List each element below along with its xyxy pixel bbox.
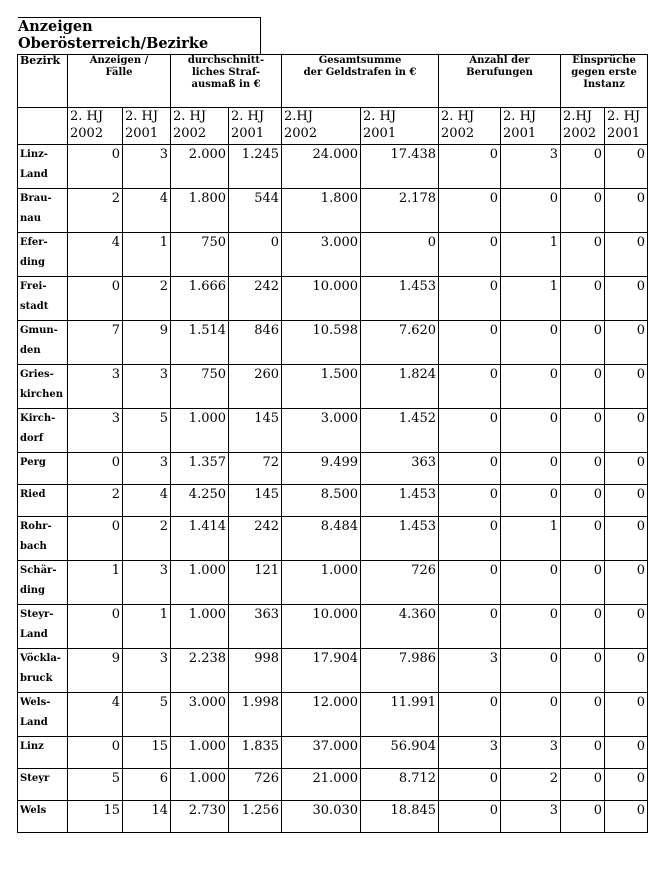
value-cell: 0 [439, 561, 501, 605]
value-cell: 1.500 [282, 365, 361, 409]
value-cell: 0 [439, 189, 501, 233]
bezirk-name: Brau- nau [18, 189, 68, 233]
value-cell: 3 [123, 145, 171, 189]
value-cell: 0 [68, 277, 123, 321]
table-title [18, 17, 261, 54]
value-cell: 0 [68, 517, 123, 561]
value-cell: 3 [123, 649, 171, 693]
value-cell: 5 [123, 693, 171, 737]
value-cell: 145 [229, 485, 282, 517]
value-cell: 37.000 [282, 737, 361, 769]
value-cell: 0 [561, 769, 605, 801]
value-cell: 0 [605, 485, 648, 517]
value-cell: 0 [561, 189, 605, 233]
bezirk-name: Wels [18, 801, 68, 833]
value-cell: 998 [229, 649, 282, 693]
value-cell: 0 [605, 409, 648, 453]
value-cell: 0 [229, 233, 282, 277]
value-cell: 0 [561, 409, 605, 453]
value-cell: 8.500 [282, 485, 361, 517]
value-cell: 1.256 [229, 801, 282, 833]
value-cell: 726 [361, 561, 439, 605]
value-cell: 0 [501, 693, 561, 737]
bezirk-name: Frei- stadt [18, 277, 68, 321]
value-cell: 8.484 [282, 517, 361, 561]
value-cell: 0 [501, 189, 561, 233]
value-cell: 0 [605, 453, 648, 485]
value-cell: 0 [605, 189, 648, 233]
table-row [18, 801, 648, 833]
subheader-period: 2. HJ 2002 [68, 108, 123, 145]
value-cell: 1.453 [361, 517, 439, 561]
bezirk-name: Rohr- bach [18, 517, 68, 561]
header-bezirk: Bezirk [18, 55, 68, 108]
value-cell: 0 [561, 605, 605, 649]
value-cell: 5 [68, 769, 123, 801]
value-cell: 0 [439, 693, 501, 737]
value-cell: 0 [501, 561, 561, 605]
value-cell: 9 [123, 321, 171, 365]
value-cell: 0 [605, 145, 648, 189]
value-cell: 0 [501, 605, 561, 649]
value-cell: 1.514 [171, 321, 229, 365]
value-cell: 3 [123, 561, 171, 605]
value-cell: 17.438 [361, 145, 439, 189]
value-cell: 0 [605, 321, 648, 365]
table-row [18, 453, 648, 485]
value-cell: 4 [68, 233, 123, 277]
value-cell: 0 [561, 321, 605, 365]
value-cell: 242 [229, 277, 282, 321]
value-cell: 5 [123, 409, 171, 453]
bezirk-name: Wels- Land [18, 693, 68, 737]
table-row [18, 145, 648, 189]
value-cell: 1.453 [361, 485, 439, 517]
value-cell: 750 [171, 365, 229, 409]
value-cell: 0 [501, 453, 561, 485]
value-cell: 0 [439, 145, 501, 189]
value-cell: 0 [561, 693, 605, 737]
value-cell: 3 [501, 801, 561, 833]
value-cell: 1.000 [282, 561, 361, 605]
value-cell: 121 [229, 561, 282, 605]
value-cell: 0 [439, 605, 501, 649]
value-cell: 12.000 [282, 693, 361, 737]
anzeigen-table [17, 54, 648, 833]
value-cell: 0 [439, 453, 501, 485]
value-cell: 7.620 [361, 321, 439, 365]
value-cell: 10.000 [282, 605, 361, 649]
subheader-period: 2. HJ 2001 [229, 108, 282, 145]
value-cell: 24.000 [282, 145, 361, 189]
bezirk-name: Gries- kirchen [18, 365, 68, 409]
value-cell: 3 [68, 409, 123, 453]
value-cell: 750 [171, 233, 229, 277]
value-cell: 0 [605, 769, 648, 801]
value-cell: 0 [439, 769, 501, 801]
table-row [18, 605, 648, 649]
value-cell: 0 [439, 321, 501, 365]
value-cell: 363 [361, 453, 439, 485]
value-cell: 0 [68, 737, 123, 769]
value-cell: 0 [605, 365, 648, 409]
value-cell: 260 [229, 365, 282, 409]
value-cell: 1.000 [171, 605, 229, 649]
value-cell: 0 [561, 517, 605, 561]
value-cell: 0 [439, 409, 501, 453]
value-cell: 0 [501, 409, 561, 453]
value-cell: 15 [123, 737, 171, 769]
bezirk-name: Schär- ding [18, 561, 68, 605]
value-cell: 3 [123, 453, 171, 485]
value-cell: 15 [68, 801, 123, 833]
value-cell: 0 [68, 453, 123, 485]
value-cell: 726 [229, 769, 282, 801]
value-cell: 2 [501, 769, 561, 801]
table-body [18, 145, 648, 833]
value-cell: 10.000 [282, 277, 361, 321]
value-cell: 0 [605, 605, 648, 649]
value-cell: 1.453 [361, 277, 439, 321]
value-cell: 0 [439, 233, 501, 277]
value-cell: 21.000 [282, 769, 361, 801]
value-cell: 0 [605, 693, 648, 737]
value-cell: 2 [68, 485, 123, 517]
bezirk-name: Linz [18, 737, 68, 769]
value-cell: 0 [605, 649, 648, 693]
value-cell: 7 [68, 321, 123, 365]
value-cell: 0 [439, 365, 501, 409]
value-cell: 1 [501, 517, 561, 561]
table-row [18, 277, 648, 321]
value-cell: 0 [605, 277, 648, 321]
value-cell: 0 [561, 801, 605, 833]
value-cell: 0 [439, 485, 501, 517]
value-cell: 1 [501, 233, 561, 277]
value-cell: 1.824 [361, 365, 439, 409]
bezirk-name: Efer- ding [18, 233, 68, 277]
value-cell: 1.800 [282, 189, 361, 233]
value-cell: 3 [123, 365, 171, 409]
value-cell: 7.986 [361, 649, 439, 693]
value-cell: 3 [439, 649, 501, 693]
value-cell: 0 [361, 233, 439, 277]
value-cell: 17.904 [282, 649, 361, 693]
value-cell: 6 [123, 769, 171, 801]
table-row [18, 649, 648, 693]
table-row [18, 189, 648, 233]
value-cell: 30.030 [282, 801, 361, 833]
value-cell: 11.991 [361, 693, 439, 737]
value-cell: 2.238 [171, 649, 229, 693]
value-cell: 0 [561, 561, 605, 605]
value-cell: 18.845 [361, 801, 439, 833]
value-cell: 1.000 [171, 561, 229, 605]
value-cell: 0 [605, 233, 648, 277]
bezirk-name: Linz- Land [18, 145, 68, 189]
value-cell: 1.000 [171, 769, 229, 801]
value-cell: 1.666 [171, 277, 229, 321]
value-cell: 2.178 [361, 189, 439, 233]
subheader-period: 2. HJ 2001 [501, 108, 561, 145]
table-row [18, 737, 648, 769]
value-cell: 8.712 [361, 769, 439, 801]
value-cell: 1.998 [229, 693, 282, 737]
table-row [18, 409, 648, 453]
header-group-einsprueche: Einsprüche gegen erste Instanz [561, 55, 648, 108]
value-cell: 4.250 [171, 485, 229, 517]
value-cell: 846 [229, 321, 282, 365]
value-cell: 2.000 [171, 145, 229, 189]
value-cell: 0 [561, 233, 605, 277]
value-cell: 4.360 [361, 605, 439, 649]
header-group-strafausmass: durchschnitt- liches Straf- ausmaß in € [171, 55, 282, 108]
table-row [18, 769, 648, 801]
value-cell: 0 [561, 145, 605, 189]
value-cell: 3 [501, 737, 561, 769]
value-cell: 1.800 [171, 189, 229, 233]
header-group-gesamtsumme: Gesamtsumme der Geldstrafen in € [282, 55, 439, 108]
value-cell: 0 [561, 649, 605, 693]
value-cell: 1 [68, 561, 123, 605]
value-cell: 0 [561, 453, 605, 485]
value-cell: 1 [123, 605, 171, 649]
value-cell: 145 [229, 409, 282, 453]
table-row [18, 321, 648, 365]
bezirk-name: Ried [18, 485, 68, 517]
value-cell: 3.000 [171, 693, 229, 737]
value-cell: 2.730 [171, 801, 229, 833]
value-cell: 0 [68, 605, 123, 649]
value-cell: 9 [68, 649, 123, 693]
value-cell: 0 [501, 485, 561, 517]
value-cell: 3 [501, 145, 561, 189]
subheader-period: 2. HJ 2001 [605, 108, 648, 145]
value-cell: 2 [68, 189, 123, 233]
value-cell: 1.000 [171, 409, 229, 453]
bezirk-name: Steyr- Land [18, 605, 68, 649]
table-row [18, 517, 648, 561]
value-cell: 1.357 [171, 453, 229, 485]
table-row [18, 561, 648, 605]
value-cell: 544 [229, 189, 282, 233]
value-cell: 1.452 [361, 409, 439, 453]
table-row [18, 485, 648, 517]
value-cell: 4 [123, 485, 171, 517]
value-cell: 0 [561, 485, 605, 517]
value-cell: 1.414 [171, 517, 229, 561]
value-cell: 3 [439, 737, 501, 769]
value-cell: 0 [68, 145, 123, 189]
subheader-period: 2. HJ 2001 [123, 108, 171, 145]
value-cell: 14 [123, 801, 171, 833]
value-cell: 363 [229, 605, 282, 649]
value-cell: 0 [501, 365, 561, 409]
value-cell: 3 [68, 365, 123, 409]
value-cell: 10.598 [282, 321, 361, 365]
value-cell: 56.904 [361, 737, 439, 769]
header-group-anzeigen: Anzeigen / Fälle [68, 55, 171, 108]
value-cell: 1.835 [229, 737, 282, 769]
value-cell: 0 [561, 365, 605, 409]
value-cell: 0 [605, 561, 648, 605]
table-row [18, 233, 648, 277]
value-cell: 1.000 [171, 737, 229, 769]
title-line-anzeigen: Anzeigen [18, 18, 93, 35]
value-cell: 0 [561, 277, 605, 321]
value-cell: 0 [605, 801, 648, 833]
subheader-period: 2. HJ 2002 [171, 108, 229, 145]
value-cell: 1.245 [229, 145, 282, 189]
table-row [18, 365, 648, 409]
value-cell: 2 [123, 517, 171, 561]
header-group-berufungen: Anzahl der Berufungen [439, 55, 561, 108]
subheader-period: 2. HJ 2001 [361, 108, 439, 145]
value-cell: 3.000 [282, 409, 361, 453]
bezirk-name: Steyr [18, 769, 68, 801]
subheader-empty [18, 108, 68, 145]
value-cell: 3.000 [282, 233, 361, 277]
value-cell: 1 [501, 277, 561, 321]
bezirk-name: Vöckla- bruck [18, 649, 68, 693]
bezirk-name: Kirch- dorf [18, 409, 68, 453]
bezirk-name: Perg [18, 453, 68, 485]
bezirk-name: Gmun- den [18, 321, 68, 365]
value-cell: 0 [605, 517, 648, 561]
value-cell: 1 [123, 233, 171, 277]
value-cell: 9.499 [282, 453, 361, 485]
title-line-region: Oberösterreich/Bezirke [18, 35, 209, 52]
header-row [18, 55, 648, 108]
value-cell: 4 [123, 189, 171, 233]
value-cell: 0 [501, 321, 561, 365]
subheader-row [18, 108, 648, 145]
value-cell: 2 [123, 277, 171, 321]
value-cell: 0 [561, 737, 605, 769]
subheader-period: 2.HJ 2002 [561, 108, 605, 145]
table-row [18, 693, 648, 737]
subheader-period: 2. HJ 2002 [439, 108, 501, 145]
value-cell: 0 [439, 801, 501, 833]
value-cell: 242 [229, 517, 282, 561]
value-cell: 0 [501, 649, 561, 693]
value-cell: 0 [605, 737, 648, 769]
value-cell: 0 [439, 277, 501, 321]
value-cell: 0 [439, 517, 501, 561]
value-cell: 72 [229, 453, 282, 485]
value-cell: 4 [68, 693, 123, 737]
subheader-period: 2.HJ 2002 [282, 108, 361, 145]
